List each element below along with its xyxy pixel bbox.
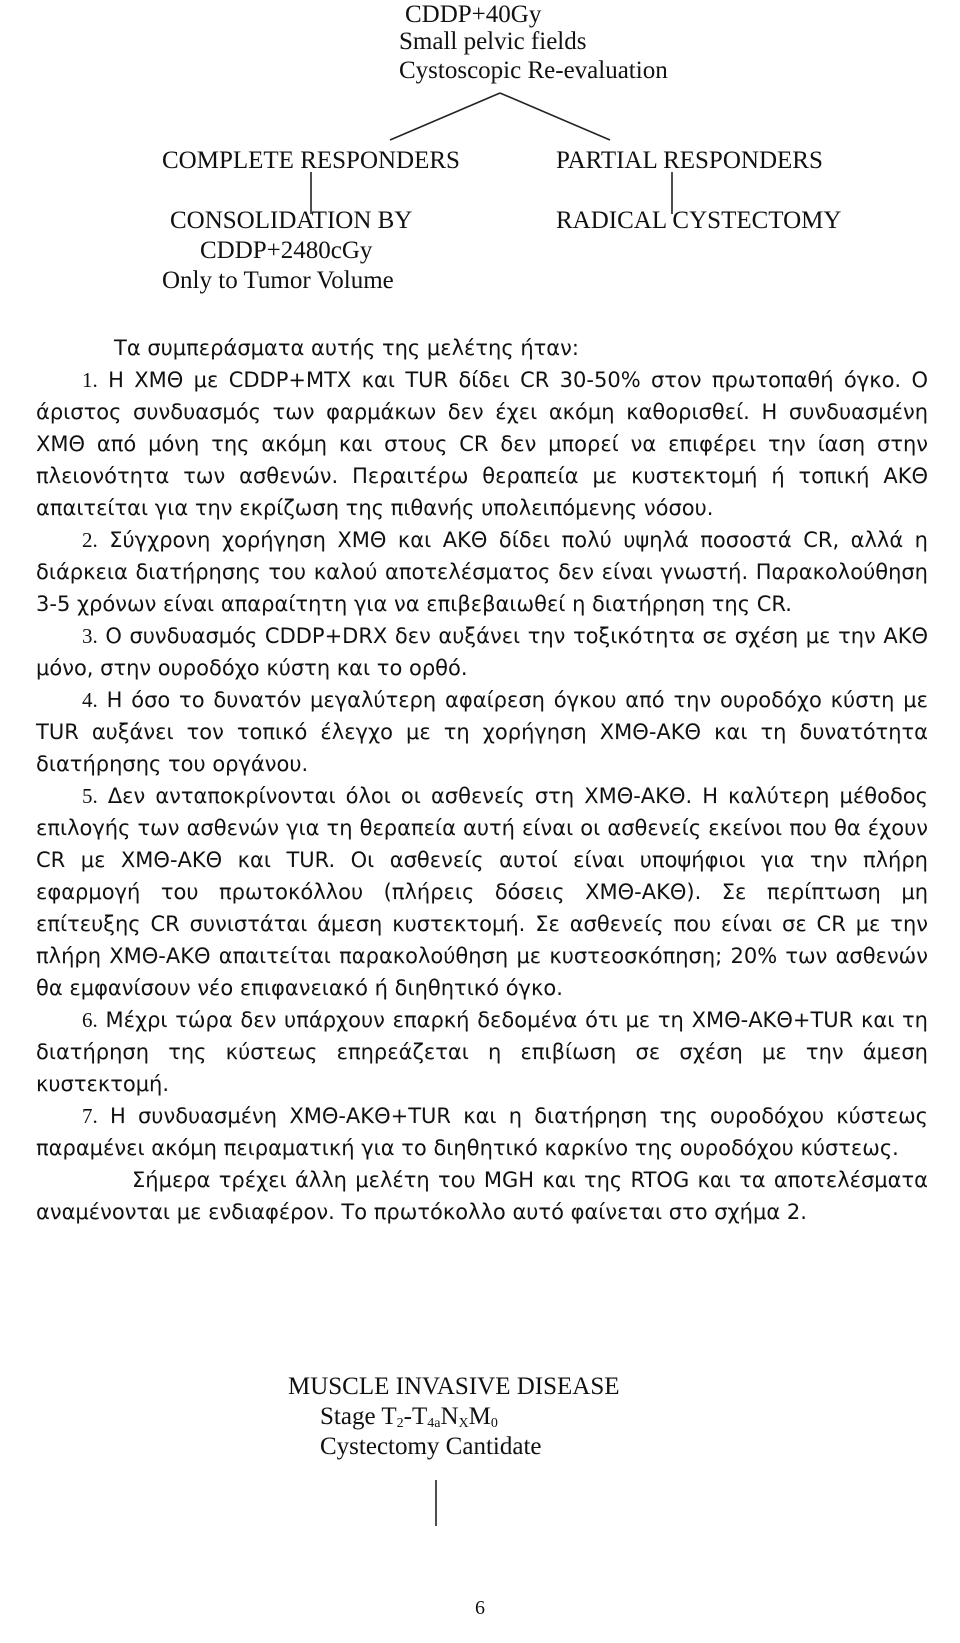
page-number: 6 [475, 1597, 485, 1619]
stage-m: M [468, 1403, 491, 1430]
item-text: Μέχρι τώρα δεν υπάρχουν επαρκή δεδομένα ότι με τη ΧΜΘ-ΑΚΘ+TUR και τη διατήρηση της κύστεως επηρεάζεται η επιβίωση σε σχέση με την άμεση κυστεκτομή. [36, 1008, 928, 1096]
bottom-connector [0, 1480, 960, 1560]
item-number: 6. [82, 1008, 98, 1032]
item-number: 4. [82, 688, 98, 712]
top-box-line3: Cystoscopic Re-evaluation [399, 57, 668, 84]
item-text: Η ΧΜΘ με CDDP+MTX και TUR δίδει CR 30-50% στον πρωτοπαθή όγκο. Ο άριστος συνδυασμός των φαρμάκων δεν έχει ακόμη καθορισθεί. Η συνδυασμένη ΧΜΘ από μόνη της ακόμη και στους CR δεν μπορεί να επιφέρει την ίαση στην πλειονότητα των ασθενών. Περαιτέρω θεραπεία με κυστεκτομή ή τοπική ΑΚΘ απαιτείται για την εκρίζωση της πιθανής υπολειπόμενης νόσου. [36, 368, 928, 520]
stage-prefix: Stage T [320, 1403, 397, 1430]
item-number: 7. [82, 1104, 98, 1128]
conclusion-item-3 [36, 620, 928, 684]
left-branch-line2: CDDP+2480cGy [200, 237, 373, 264]
complete-responders-label: COMPLETE RESPONDERS [162, 147, 460, 174]
conclusion-item-5 [36, 780, 928, 1004]
right-branch-line1: RADICAL CYSTECTOMY [556, 207, 842, 234]
cystectomy-candidate: Cystectomy Cantidate [320, 1433, 542, 1460]
item-text: Η συνδυασμένη ΧΜΘ-ΑΚΘ+TUR και η διατήρηση της ουροδόχου κύστεως παραμένει ακόμη πειραματική για το διηθητικό καρκίνο της ουροδόχου κύστεως. [36, 1104, 928, 1160]
branch-line-right [500, 93, 610, 140]
item-text: Δεν ανταποκρίνονται όλοι οι ασθενείς στη ΧΜΘ-ΑΚΘ. Η καλύτερη μέθοδος επιλογής των ασθενών για τη θεραπεία αυτή είναι οι ασθενείς εκείνοι που θα έχουν CR με ΧΜΘ-ΑΚΘ και TUR. Οι ασθενείς αυτοί είναι υποψήφιοι για την πλήρη εφαρμογή του πρωτοκόλλου (πλήρεις δόσεις ΧΜΘ-ΑΚΘ). Σε περίπτωση μη επίτευξης CR συνιστάται άμεση κυστεκτομή. Σε ασθενείς που είναι σε CR με την πλήρη ΧΜΘ-ΑΚΘ απαιτείται παρακολούθηση με κυστεοσκόπηση; 20% των ασθενών θα εμφανίσουν νέο επιφανειακό ή διηθητικό όγκο. [36, 784, 928, 1000]
stage-dash: -T [403, 1403, 428, 1430]
stage-n: N [440, 1403, 459, 1430]
conclusions-heading: Τα συμπεράσματα αυτής της μελέτης ήταν: [114, 336, 579, 360]
item-number: 3. [82, 624, 98, 648]
branch-line-left [390, 93, 500, 140]
stage-sub-2: 4a [427, 1416, 441, 1431]
left-branch-line3: Only to Tumor Volume [162, 267, 394, 294]
conclusion-item-2 [36, 524, 928, 620]
item-number: 2. [82, 528, 98, 552]
item-number: 5. [82, 784, 98, 808]
stage-sub-n: X [458, 1416, 469, 1431]
stage-sub-1: 2 [396, 1416, 404, 1431]
top-box-line1: CDDP+40Gy [405, 1, 542, 28]
conclusion-item-6 [36, 1004, 928, 1100]
left-branch-line1: CONSOLIDATION BY [170, 207, 413, 234]
stage-sub-m: 0 [490, 1416, 498, 1431]
item-number: 1. [82, 368, 98, 392]
conclusion-item-1 [36, 364, 928, 524]
conclusion-item-7 [36, 1100, 928, 1164]
closing-paragraph: Σήμερα τρέχει άλλη μελέτη του MGH και της RTOG και τα αποτελέσματα αναμένονται με ενδιαφέρον. Το πρωτόκολλο αυτό φαίνεται στο σχήμα 2. [36, 1168, 928, 1224]
item-text: Η όσο το δυνατόν μεγαλύτερη αφαίρεση όγκου από την ουροδόχο κύστη με TUR αυξάνει τον τοπικό έλεγχο με τη χορήγηση ΧΜΘ-ΑΚΘ και τη δυνατότητα διατήρησης του οργάνου. [36, 688, 928, 776]
partial-responders-label: PARTIAL RESPONDERS [556, 147, 823, 174]
item-text: Ο συνδυασμός CDDP+DRX δεν αυξάνει την τοξικότητα σε σχέση με την ΑΚΘ μόνο, στην ουροδόχο κύστη και το ορθό. [36, 624, 928, 680]
item-text: Σύγχρονη χορήγηση ΧΜΘ και ΑΚΘ δίδει πολύ υψηλά ποσοστά CR, αλλά η διάρκεια διατήρησης του καλού αποτελέσματος δεν είναι γνωστή. Παρακολούθηση 3-5 χρόνων είναι απαραίτητη για να επιβεβαιωθεί η διατήρηση της CR. [36, 528, 928, 616]
muscle-invasive-title: MUSCLE INVASIVE DISEASE [288, 1373, 620, 1400]
conclusions-section [36, 332, 928, 1228]
conclusion-item-4 [36, 684, 928, 780]
top-box-line2: Small pelvic fields [399, 28, 587, 55]
